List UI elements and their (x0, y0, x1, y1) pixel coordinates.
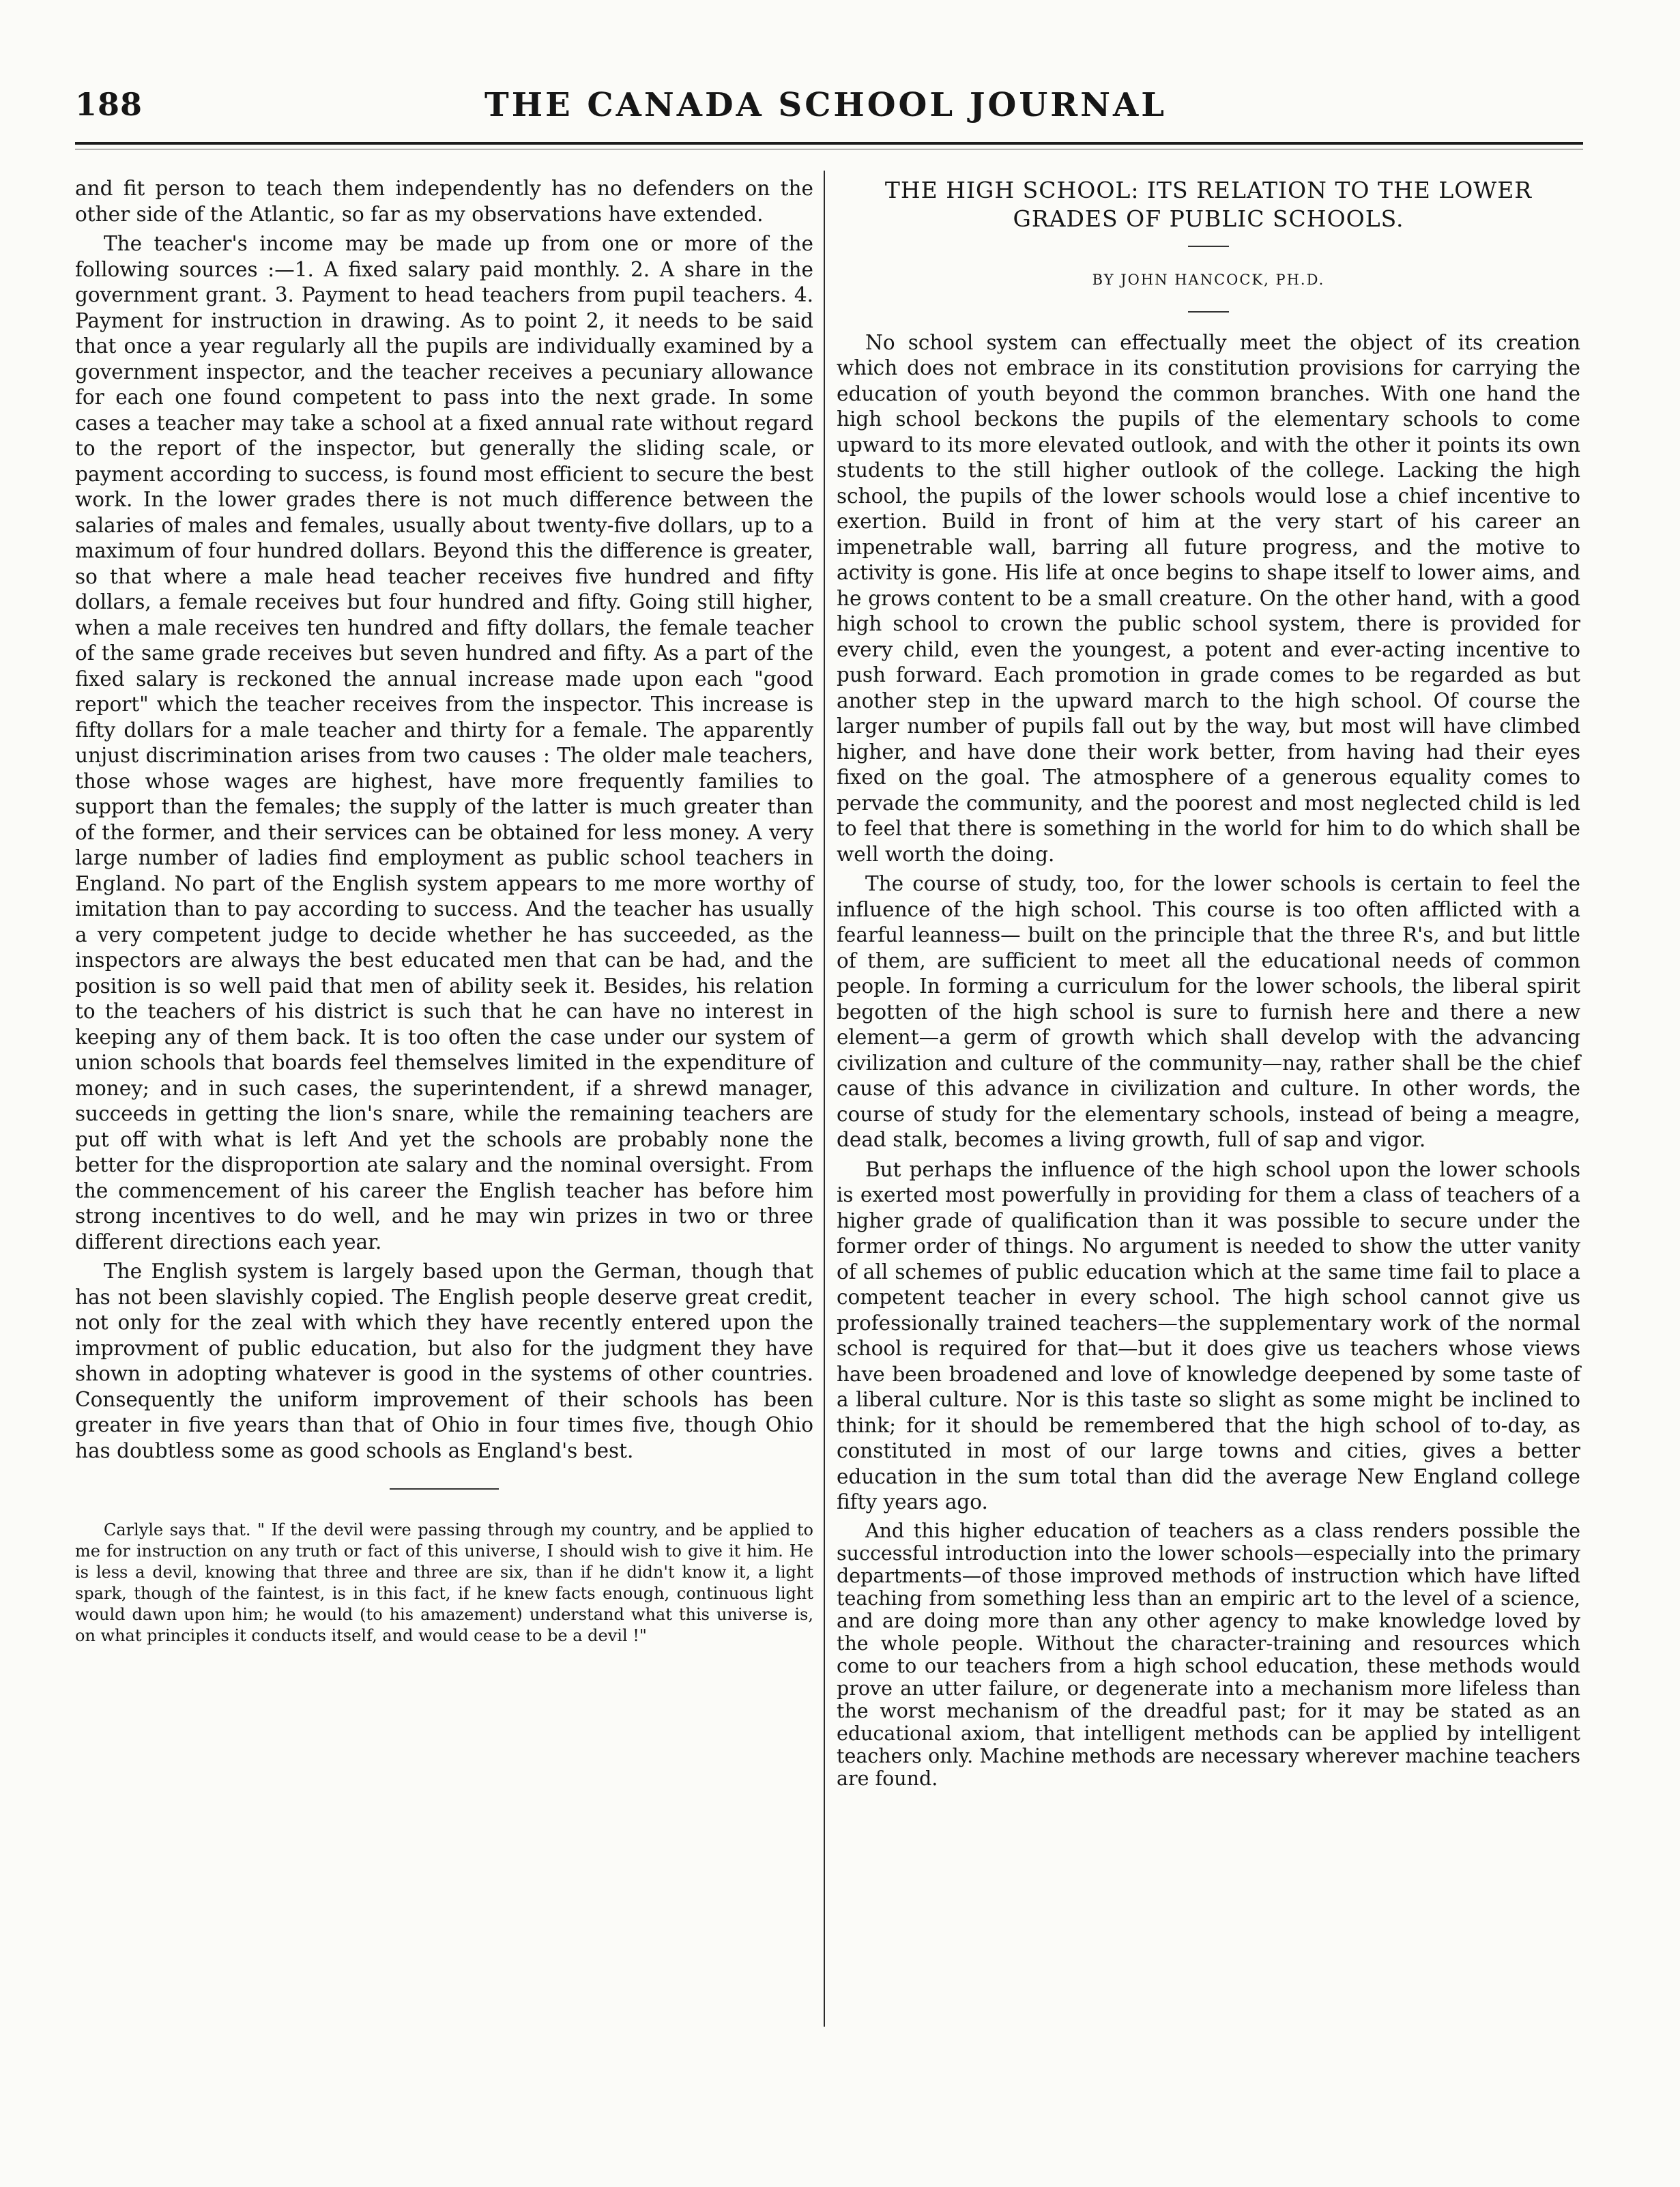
article-byline: BY JOHN HANCOCK, PH.D. (1092, 272, 1325, 288)
paragraph: The English system is largely based upon the German, though that has not been slavishly copied. The English people deserve great credit, not only for the zeal with which they have recently entered upon the improvment of public education, but also for the judgment they have shown in adopting whatever is good in the systems of other countries. Consequently the uniform improvement of their schools has been greater in five years than that of Ohio in four times five, though Ohio has doubtless some as good schools as England's best. (75, 1260, 813, 1462)
paragraph: The teacher's income may be made up from one or more of the following sources :—1. A fixed salary paid monthly. 2. A share in the government grant. 3. Payment to head teachers from pupil teachers. 4. Payment for instruction in drawing. As to point 2, it needs to be said that once a year regularly all the pupils are individually examined by a government inspector, and the teacher receives a pecuniary allowance for each one found competent to pass into the next grade. In some cases a teacher may take a school at a fixed annual rate without regard to the report of the inspector, but generally the sliding scale, or payment according to success, is found most efficient to secure the best work. In the lower grades there is not much difference between the salaries of males and females, usually about twenty-five dollars, up to a maximum of four hundred dollars. Beyond this the difference is greater, so that where a male head teacher receives five hundred and fifty dollars, a female receives but four hundred and fifty. Going still higher, when a male receives ten hundred and fifty dollars, the female teacher of the same grade receives but seven hundred and fifty. As a part of the fixed salary is reckoned the annual increase made upon each "good report" which the teacher receives from the inspector. This increase is fifty dollars for a male teacher and thirty for a female. The apparently unjust discrimination arises from two causes : The older male teachers, those whose wages are highest, have more frequently families to support than the females; the supply of the latter is much greater than of the former, and their services can be obtained for less money. A very large number of ladies find employment as public school teachers in England. No part of the English system appears to me more worthy of imitation than to pay according to success. And the teacher has usually a very competent judge to decide whether he has succeeded, as the inspectors are always the best educated men that can be had, and the position is so well paid that men of ability seek it. Besides, his relation to the teachers of his district is such that he can have no interest in keeping any of them back. It is too often the case under our system of union schools that boards feel themselves limited in the expenditure of money; and in such cases, the superintendent, if a shrewd manager, succeeds in getting the lion's snare, while the remaining teachers are put off with what is left And yet the schools are probably none the better for the disproportion ate salary and the nominal oversight. From the commencement of his career the English teacher has before him strong incentives to do well, and he may win prizes in two or three different directions each year. (75, 232, 813, 1254)
paragraph: The course of study, too, for the lower schools is certain to feel the influence of the high school. This course is too often afflicted with a fearful leanness— built on the principle that the three R's, and but little of them, are sufficient to meet all the educational needs of common people. In forming a curriculum for the lower schools, the liberal spirit begotten of the high school is sure to furnish here and there a new element—a germ of growth which shall develop with the advancing civilization and culture of the community—nay, rather shall be the chief cause of this advance in civilization and culture. In other words, the course of study for the elementary schools, instead of being a meagre, dead stalk, becomes a living growth, full of sap and vigor. (837, 872, 1580, 1151)
paragraph: But perhaps the influence of the high school upon the lower schools is exerted most powerfully in providing for them a class of teachers of a higher grade of qualification than it was possible to secure under the former order of things. No argument is needed to show the utter vanity of all schemes of public education which at the same time fail to place a competent teacher in every school. The high school cannot give us professionally trained teachers—the supplementary work of the normal school is required for that—but it does give us teachers whose views have been broadened and love of knowledge deepened by some taste of a liberal culture. Nor is this taste so slight as some might be inclined to think; for it should be remembered that the high school of to-day, as constituted in most of our large towns and cities, gives a better education in the sum total than did the average New England college fifty years ago. (837, 1157, 1580, 1513)
section-divider (390, 1488, 499, 1490)
page-header (75, 86, 1576, 134)
header-rule (75, 142, 1583, 145)
left-column (75, 176, 813, 1647)
byline-divider (1188, 311, 1229, 313)
right-column (837, 176, 1580, 1794)
title-divider (1188, 246, 1229, 247)
journal-title: THE CANADA SCHOOL JOURNAL (484, 86, 1167, 124)
page-number: 188 (75, 86, 143, 123)
paragraph: And this higher education of teachers as a class renders possible the successful introduction into the lower schools—especially into the primary departments—of those improved methods of instruction which have lifted teaching from something less than an empiric art to the level of a science, and are doing more than any other agency to make knowledge loved by the whole people. Without the character-training and resources which come to our teachers from a high school education, these methods would prove an utter failure, or degenerate into a mechanism more lifeless than the worst mechanism of the dreadful past; for it may be stated as an educational axiom, that intelligent methods can be applied by intelligent teachers only. Machine methods are necessary wherever machine teachers are found. (837, 1519, 1580, 1790)
article-title: THE HIGH SCHOOL: ITS RELATION TO THE LOWER GRADES OF PUBLIC SCHOOLS. (884, 177, 1533, 232)
paragraph: No school system can effectually meet the object of its creation which does not embrace in its constitution provisions for carrying the education of youth beyond the common branches. With one hand the high school beckons the pupils of the elementary schools to come upward to its more elevated outlook, and with the other it points its own students to the still higher outlook of the college. Lacking the high school, the pupils of the lower schools would lose a chief incentive to exertion. Build in front of him at the very start of his career an impenetrable wall, barring all future progress, and the motive to activity is gone. His life at once begins to shape itself to lower aims, and he grows content to be a small creature. On the other hand, with a good high school to crown the public school system, there is provided for every child, even the youngest, a potent and ever-acting incentive to push forward. Each promotion in grade comes to be regarded as but another step in the upward march to the high school. Of course the larger number of pupils fall out by the way, but most will have climbed higher, and have done their work better, from having had their eyes fixed on the goal. The atmosphere of a generous equality comes to pervade the community, and the poorest and most neglected child is led to feel that there is something in the world for him to do which shall be well worth the doing. (837, 330, 1580, 866)
column-divider (824, 171, 825, 2027)
paragraph: and fit person to teach them independently has no defenders on the other side of the Atlantic, so far as my observations have extended. (75, 177, 813, 226)
footnote: Carlyle says that. " If the devil were passing through my country, and be applied to me for instruction on any truth or fact of this universe, I should wish to give it him. He is less a devil, knowing that three and three are six, than if he didn't know it, a light spark, though of the faintest, is in this fact, if he knew facts enough, continuous light would dawn upon him; he would (to his amazement) understand what this universe is, on what principles it conducts itself, and would cease to be a devil !" (75, 1520, 813, 1645)
